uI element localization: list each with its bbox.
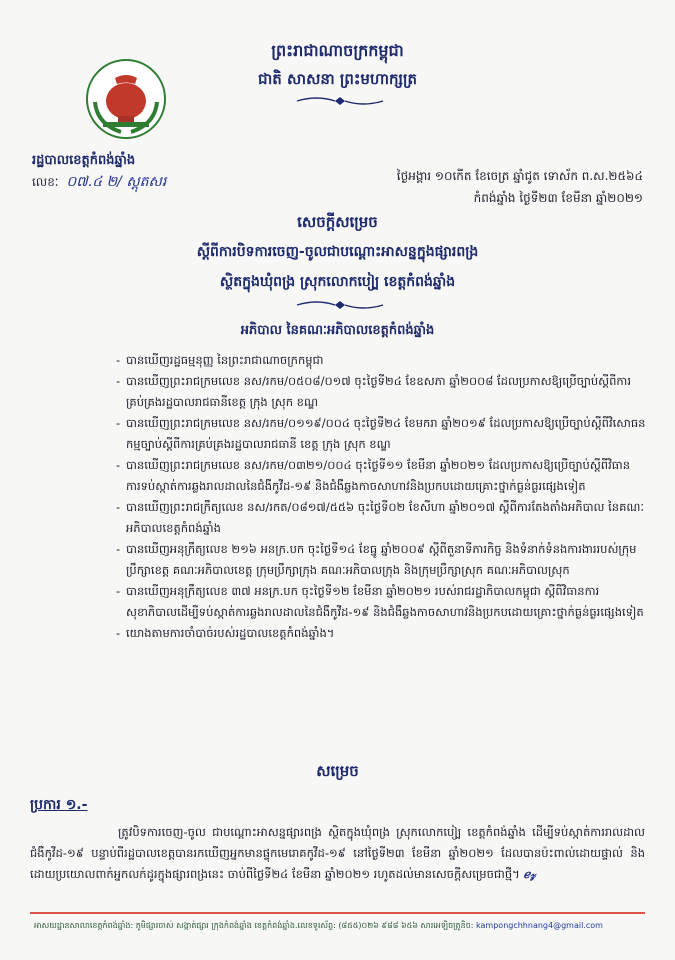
footer-rule [30,912,645,914]
list-item: - បានឃើញរដ្ឋធម្មនុញ្ញ នៃព្រះរាជាណាចក្រកម្ពុជា [116,350,646,371]
article-label: ប្រការ ១.- [30,797,88,813]
divider-ornament [295,94,385,108]
reference-label: លេខៈ [32,175,59,189]
list-item: - យោងតាមការចាំបាច់របស់រដ្ឋបាលខេត្តកំពង់ឆ្នាំង។ [116,623,646,644]
subject-line-2: ស្ថិតក្នុងឃុំពង្រ ស្រុកលោកបៀ្ប ខេត្តកំពង់ឆ្នាំង [219,274,456,290]
divider-ornament [295,298,385,312]
footer-contact [34,920,646,932]
handwritten-initials: ℯ𝓏 [523,867,536,881]
provincial-seal-logo [85,58,167,140]
footer-address: អាសយដ្ឋានសាលាខេត្តកំពង់ឆ្នាំង: ភូមិផ្សារចាស់ សង្កាត់ផ្សារ ក្រុងកំពង់ឆ្នាំង ខេត្តកំពង់ឆ្នាំង.លេខទូរស័ព្ទ: (៨៥៥)០២៦ ៩៨៨ ៦៥៦ សារអេឡិចត្រូនិច: [34,921,474,930]
list-item: - បានឃើញព្រះរាជក្រមលេខ នស/រកម/០៥០៨/០១៧ ចុះថ្ងៃទី២៤ ខែឧសភា ឆ្នាំ២០០៨ ដែលប្រកាសឱ្យប្រើច្បាប់ស្តីពីការគ្រប់គ្រងរដ្ឋបាលរាជធានីខេត្ត ក្រុង ស្រុក ខណ្ឌ [116,371,646,413]
list-item: - បានឃើញព្រះរាជក្រមលេខ នស/រកម/០១១៩/០០៤ ចុះថ្ងៃទី២៤ ខែមករា ឆ្នាំ២០១៩ ដែលប្រកាសឱ្យប្រើច្បាប់ស្តីពីវិសោធនកម្មច្បាប់ស្តីពីការគ្រប់គ្រងរដ្ឋបាលរាជធានី ខេត្ត ក្រុង ស្រុក ខណ្ឌ [116,413,646,455]
issuing-authority: រដ្ឋបាលខេត្តកំពង់ឆ្នាំង [32,153,136,168]
article-body [30,822,645,885]
list-item: - បានឃើញព្រះរាជក្រឹត្យលេខ នស/រកត/០៨១៧/៥៥៦ ចុះថ្ងៃទី០២ ខែសីហា ឆ្នាំ២០១៧ ស្តីពីការតែងតាំងអភិបាល នៃគណៈអភិបាលខេត្តកំពង់ឆ្នាំង [116,497,646,539]
subject-line-1: ស្តីពីការបិទការចេញ-ចូលជាបណ្តោះអាសន្នក្នុងផ្សារពង្រ [196,244,479,260]
legal-references-list [116,350,646,644]
authority-line: អភិបាល នៃគណៈអភិបាលខេត្តកំពង់ឆ្នាំង [240,323,435,338]
document-heading: សេចក្តីសម្រេច [297,213,378,231]
list-item: - បានឃើញអនុក្រឹត្យលេខ ២១៦ អនក្រ.បក ចុះថ្ងៃទី១៤ ខែធ្នូ ឆ្នាំ២០០៩ ស្តីពីតួនាទីភារកិច្ច និងទំនាក់ទំនងការងាររបស់ក្រុមប្រឹក្សាខេត្ត គណៈអភិបាលខេត្ត ក្រុមប្រឹក្សាក្រុង គណៈអភិបាលក្រុង និងក្រុមប្រឹក្សាស្រុក គណៈអភិបាលស្រុក [116,539,646,581]
list-item: - បានឃើញអនុក្រឹត្យលេខ ៣៧ អនក្រ.បក ចុះថ្ងៃទី១២ ខែមីនា ឆ្នាំ២០២១ របស់រាជរដ្ឋាភិបាលកម្ពុជា ស្តីពីវិធានការសុខាភិបាលដើម្បីទប់ស្កាត់ការឆ្លងរាលដាលនៃជំងឺកូវីដ-១៩ និងជំងឺឆ្លងកាចសាហាវនិងប្រកបដោយគ្រោះថ្នាក់ធ្ងន់ធ្ងរផ្សេងទៀត [116,581,646,623]
decision-heading: សម្រេច [316,762,359,780]
lunar-date: ថ្ងៃអង្គារ ១០កើត ខែចេត្រ ឆ្នាំជូត ទោស័ក ព.ស.២៥៦៤ [396,169,643,183]
kingdom-title: ព្រះរាជាណាចក្រកម្ពុជា [271,41,404,60]
handwritten-reference: ០៧.៤ ២/ ស្តុតសរ [66,174,167,190]
article-text: ត្រូវបិទការចេញ-ចូល ជាបណ្តោះអាសន្នផ្សារពង្រ ស្ថិតក្នុងឃុំពង្រ ស្រុកលោកបៀ្ប ខេត្តកំពង់ឆ្នាំង ដើម្បីទប់ស្កាត់ការរាលដាលជំងឺកូវីដ-១៩ បន្ទាប់ពីរដ្ឋបាលខេត្តបានរកឃើញអ្នកមានផ្ទុកមេរោគកូវីដ-១៩ នៅថ្ងៃទី២៣ ខែមីនា ឆ្នាំ២០២១ ដែលបានប៉ះពាល់ដោយផ្ទាល់ និងដោយប្រយោលពាក់អ្នកលក់ដូរក្នុងផ្សារពង្រនេះ ចាប់ពីថ្ងៃទី២៤ ខែមីនា ឆ្នាំ២០២១ រហូតដល់មានសេចក្តីសម្រេចជាថ្មី។ [30,825,645,881]
footer-email[interactable]: kampongchhnang4@gmail.com [476,921,603,930]
national-motto: ជាតិ សាសនា ព្រះមហាក្សត្រ [258,70,417,88]
solar-date: កំពង់ឆ្នាំង ថ្ងៃទី២៣ ខែមីនា ឆ្នាំ២០២១ [473,191,643,205]
list-item: - បានឃើញព្រះរាជក្រមលេខ នស/រកម/០៣២១/០០៤ ចុះថ្ងៃទី១១ ខែមីនា ឆ្នាំ២០២១ ដែលប្រកាសឱ្យប្រើច្បាប់ស្តីពីវិធានការទប់ស្កាត់ការឆ្លងរាលដាលនៃជំងឺកូវីដ-១៩ និងជំងឺឆ្លងកាចសាហាវនិងប្រកបដោយគ្រោះថ្នាក់ធ្ងន់ធ្ងរផ្សេងទៀត [116,455,646,497]
reference-number [32,172,166,193]
